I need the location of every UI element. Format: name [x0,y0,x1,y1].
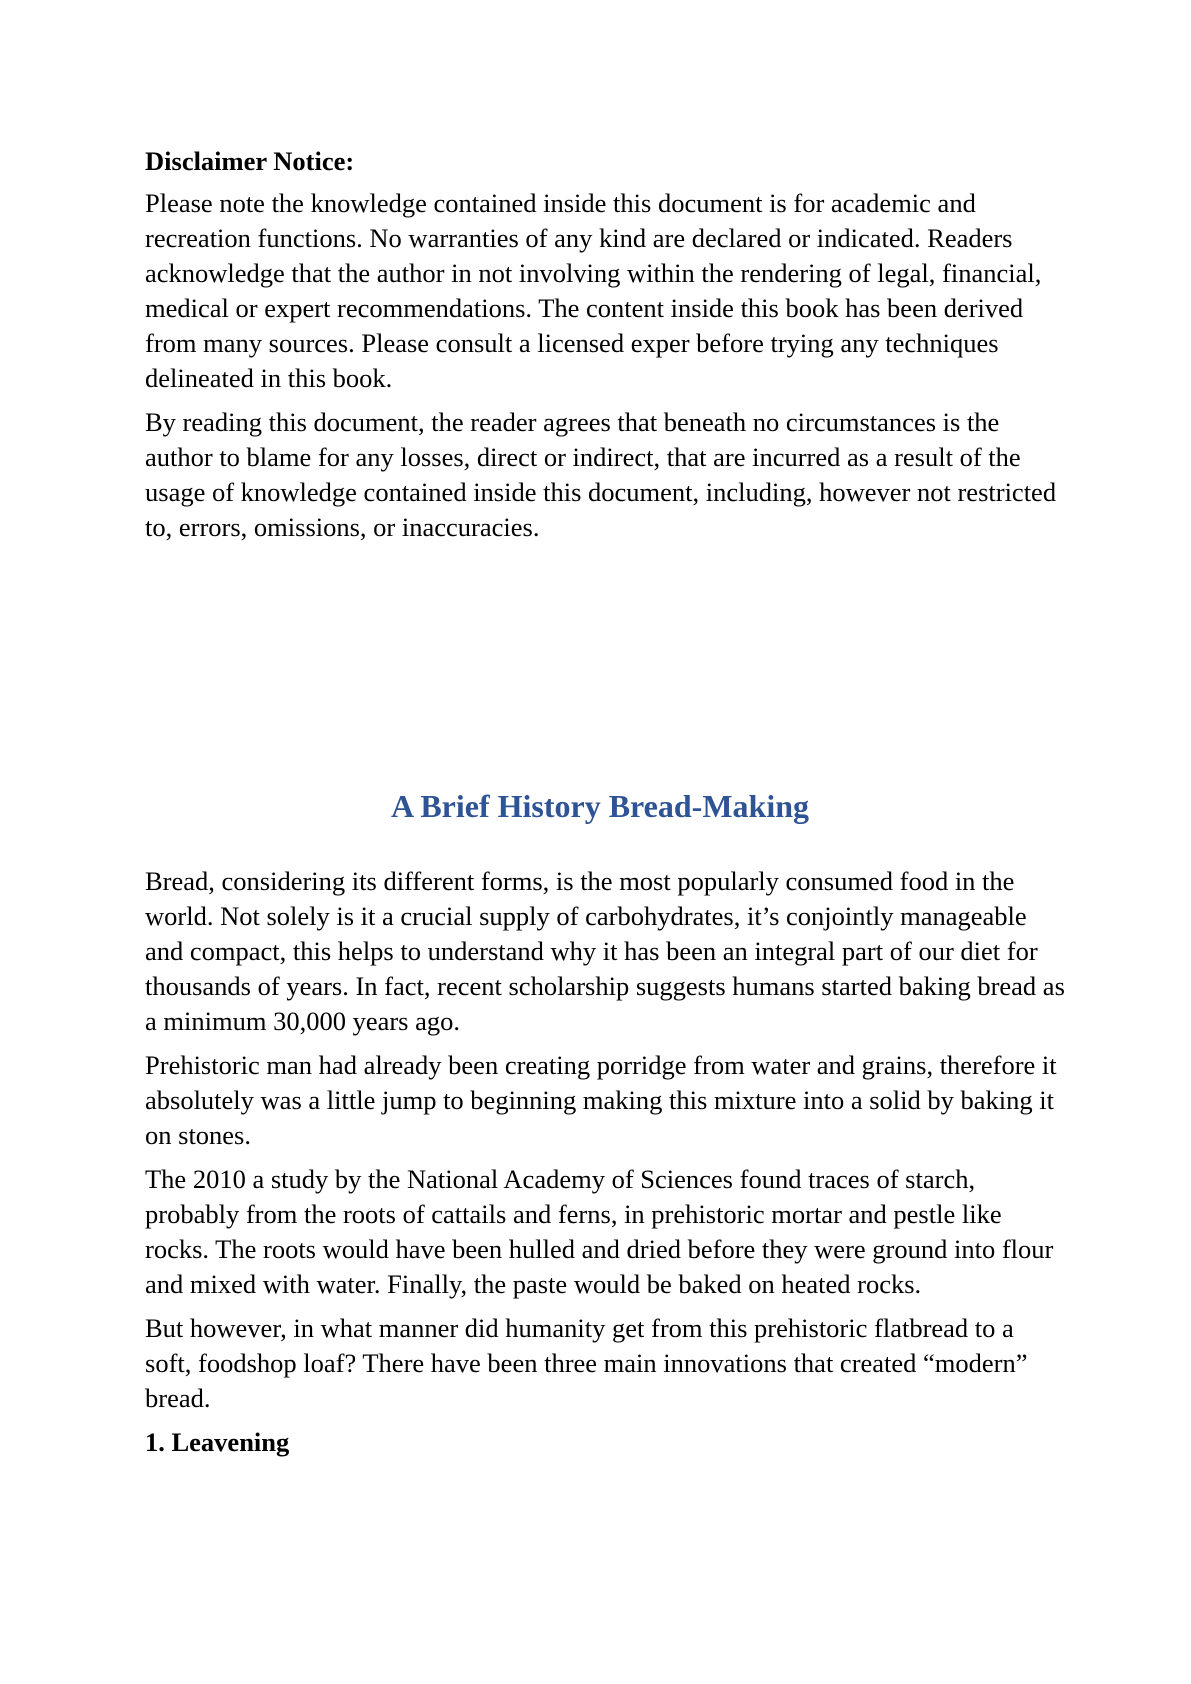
chapter-title: A Brief History Bread-Making [390,788,810,824]
section-subheading: 1. Leavening [145,1427,290,1457]
disclaimer-section [145,144,1065,554]
chapter-body [145,864,1065,1467]
chapter-paragraph: Prehistoric man had already been creating porridge from water and grains, therefore it absolutely was a little jump to beginning making this mixture into a solid by baking it on stones. [145,1050,1057,1150]
disclaimer-heading: Disclaimer Notice: [145,146,355,176]
chapter-paragraph: Bread, considering its different forms, is the most popularly consumed food in the world. Not solely is it a crucial supply of carbohydrates, it’s conjointly manageable and compact, this helps to understand why it has been an integral part of our diet for thousands of years. In fact, recent scholarship suggests humans started baking bread as a minimum 30,000 years ago. [145,866,1065,1036]
chapter-paragraph: But however, in what manner did humanity get from this prehistoric flatbread to a soft, foodshop loaf? There have been three main innovations that created “modern” bread. [145,1313,1028,1413]
disclaimer-paragraph: By reading this document, the reader agrees that beneath no circumstances is the author to blame for any losses, direct or indirect, that are incurred as a result of the usage of knowledge contained inside this document, including, however not restricted to, errors, omissions, or inaccuracies. [145,407,1057,542]
chapter-paragraph: The 2010 a study by the National Academy of Sciences found traces of starch, probably from the roots of cattails and ferns, in prehistoric mortar and pestle like rocks. The roots would have been hulled and dried before they were ground into flour and mixed with water. Finally, the paste would be baked on heated rocks. [145,1164,1054,1299]
disclaimer-paragraph: Please note the knowledge contained inside this document is for academic and recreation functions. No warranties of any kind are declared or indicated. Readers acknowledge that the author in not involving within the rendering of legal, financial, medical or expert recommendations. The content inside this book has been derived from many sources. Please consult a licensed exper before trying any techniques delineated in this book. [145,188,1042,393]
